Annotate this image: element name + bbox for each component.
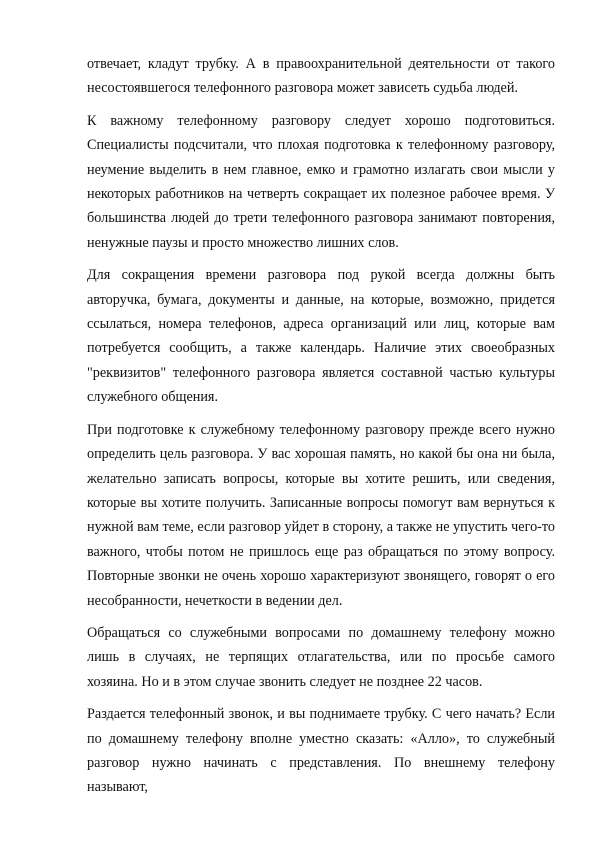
paragraph: Для сокращения времени разговора под рукой всегда должны быть авторучка, бумага, документы и данные, на которые, возможно, придется ссылаться, номера телефонов, адреса организаций или лиц, которые вам потребуется сообщить, а также календарь. Наличие этих своеобразных "реквизитов" телефонного разговора является составной частью культуры служебного общения.: [87, 267, 555, 406]
paragraph: К важному телефонному разговору следует хорошо подготовиться. Специалисты подсчитали, что плохая подготовка к телефонному разговору, неумение выделить в нем главное, емко и грамотно излагать свои мысли у некоторых работников на четверть сокращает их полезное рабочее время. У большинства людей до трети телефонного разговора занимают повторения, ненужные паузы и просто множество лишних слов.: [87, 112, 555, 251]
paragraph: Обращаться со служебными вопросами по домашнему телефону можно лишь в случаях, не терпящих отлагательства, или по просьбе самого хозяина. Но и в этом случае звонить следует не позднее 22 часов.: [87, 624, 555, 690]
paragraph: отвечает, кладут трубку. А в правоохранительной деятельности от такого несостоявшегося телефонного разговора может зависеть судьба людей.: [87, 56, 555, 97]
paragraph: При подготовке к служебному телефонному разговору прежде всего нужно определить цель разговора. У вас хорошая память, но какой бы она ни была, желательно записать вопросы, которые вы хотите решить, или сведения, которые вы хотите получить. Записанные вопросы помогут вам вернуться к нужной вам теме, если разговор уйдет в сторону, а также не упустить чего-то важного, чтобы потом не пришлось еще раз обращаться по этому вопросу. Повторные звонки не очень хорошо характеризуют звонящего, говорят о его несобранности, нечеткости в ведении дел.: [87, 421, 555, 609]
document-page: [87, 52, 555, 808]
paragraph: Раздается телефонный звонок, и вы поднимаете трубку. С чего начать? Если по домашнему телефону вполне уместно сказать: «Алло», то служебный разговор нужно начинать с представления. По внешнему телефону называют,: [87, 706, 555, 796]
